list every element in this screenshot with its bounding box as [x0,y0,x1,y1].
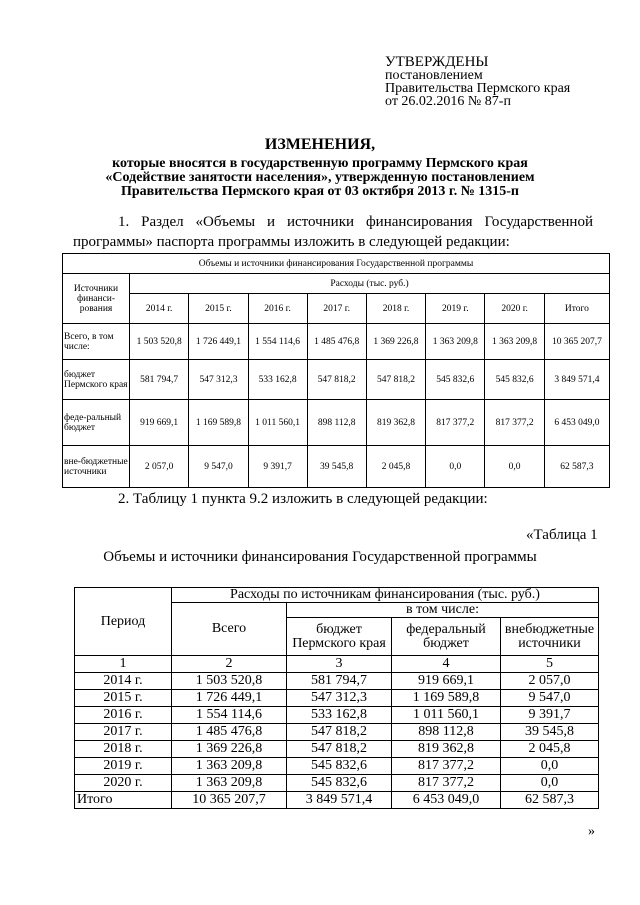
total-header: Всего [172,603,287,656]
table-cell: 0,0 [501,758,599,775]
table-cell: 919 669,1 [392,673,501,690]
table-cell: 817 377,2 [392,758,501,775]
row-label: Всего, в том числе: [63,324,130,360]
table-cell: 547 312,3 [287,690,392,707]
table-row [75,673,599,690]
period-header: Период [75,588,172,656]
row-label: феде-ральный бюджет [63,400,130,446]
table-cell: 1 485 476,8 [307,324,366,360]
table-cell: 39 545,8 [501,724,599,741]
approval-line-1: УТВЕРЖДЕНЫ [385,54,489,70]
table-1-funding [74,587,599,809]
table-cell: 1 726 449,1 [172,690,287,707]
table-cell: 1 485 476,8 [172,724,287,741]
extrabudget-header: внебюджетные источники [501,618,599,656]
table-cell: 2 057,0 [130,446,189,488]
table-number: «Таблица 1 [526,527,598,543]
regional-budget-header: бюджет Пермского края [287,618,392,656]
period-cell: 2019 г. [75,758,172,775]
table-cell: 581 794,7 [287,673,392,690]
column-number: 5 [501,656,599,673]
year-header: 2016 г. [248,294,307,324]
table-cell: 2 045,8 [501,741,599,758]
year-header: 2018 г. [366,294,425,324]
table-caption: Объемы и источники финансирования Государственной программы [63,254,610,274]
paragraph-1: 1. Раздел «Объемы и источники финансирования Государственной программы» паспорта программы изложить в следующей редакции: [73,214,593,250]
year-header: Итого [544,294,609,324]
table-row [75,775,599,792]
table-cell: 2 045,8 [366,446,425,488]
passport-funding-table [62,253,610,488]
table-cell: 581 794,7 [130,360,189,400]
table-cell: 1 726 449,1 [189,324,248,360]
table-cell: 533 162,8 [248,360,307,400]
table-cell: 819 362,8 [392,741,501,758]
table-cell: 1 169 589,8 [189,400,248,446]
table-cell: 1 169 589,8 [392,690,501,707]
table-cell: 1 011 560,1 [392,707,501,724]
federal-budget-header: федеральный бюджет [392,618,501,656]
table-cell: 3 849 571,4 [544,360,609,400]
table-cell: 1 363 209,8 [485,324,544,360]
approval-line-3: Правительства Пермского края [385,81,571,96]
table-cell: 2 057,0 [501,673,599,690]
table-row [63,400,610,446]
table-cell: 545 832,6 [287,758,392,775]
table-cell: 547 818,2 [287,741,392,758]
table-cell: 10 365 207,7 [544,324,609,360]
year-header: 2017 г. [307,294,366,324]
period-cell: 2018 г. [75,741,172,758]
table-row [75,741,599,758]
period-cell: 2020 г. [75,775,172,792]
column-number: 3 [287,656,392,673]
paragraph-2: 2. Таблицу 1 пункта 9.2 изложить в следующей редакции: [118,491,488,507]
table-cell: 547 312,3 [189,360,248,400]
table-cell: 0,0 [485,446,544,488]
table-cell: 0,0 [426,446,485,488]
year-header: 2015 г. [189,294,248,324]
table-cell: 0,0 [501,775,599,792]
table-cell: 1 363 209,8 [172,775,287,792]
expenses-by-source-header: Расходы по источникам финансирования (тыс. руб.) [172,588,599,603]
table-cell: 1 554 114,6 [248,324,307,360]
period-cell: 2016 г. [75,707,172,724]
table-cell: 898 112,8 [392,724,501,741]
column-number: 1 [75,656,172,673]
table-cell: 1 011 560,1 [248,400,307,446]
table-row [75,792,599,809]
period-cell: Итого [75,792,172,809]
table-cell: 817 377,2 [485,400,544,446]
row-label: вне-бюджетные источники [63,446,130,488]
table-cell: 545 832,6 [485,360,544,400]
subtitle-line-3: Правительства Пермского края от 03 октября 2013 г. № 1315-п [120,184,519,199]
year-header: 2014 г. [130,294,189,324]
table-cell: 1 369 226,8 [366,324,425,360]
table-cell: 6 453 049,0 [544,400,609,446]
table-cell: 62 587,3 [544,446,609,488]
table-cell: 9 391,7 [501,707,599,724]
table-cell: 9 547,0 [189,446,248,488]
table-cell: 919 669,1 [130,400,189,446]
table-cell: 533 162,8 [287,707,392,724]
column-number: 2 [172,656,287,673]
year-header: 2019 г. [426,294,485,324]
table-row [75,707,599,724]
table-cell: 817 377,2 [392,775,501,792]
table-cell: 9 391,7 [248,446,307,488]
period-cell: 2017 г. [75,724,172,741]
document-subtitle [90,157,550,199]
table-cell: 62 587,3 [501,792,599,809]
table-cell: 1 369 226,8 [172,741,287,758]
table-cell: 1 503 520,8 [172,673,287,690]
including-header: в том числе: [287,603,599,618]
document-title: ИЗМЕНЕНИЯ, [264,136,376,153]
sources-header: Источники финанси-рования [63,274,130,324]
table-row [63,324,610,360]
approval-stamp [385,56,570,108]
table-cell: 1 363 209,8 [426,324,485,360]
table-cell: 545 832,6 [287,775,392,792]
row-label: бюджет Пермского края [63,360,130,400]
approval-line-4: от 26.02.2016 № 87-п [385,94,511,109]
column-number: 4 [392,656,501,673]
table-cell: 819 362,8 [366,400,425,446]
table-cell: 547 818,2 [287,724,392,741]
table-cell: 545 832,6 [426,360,485,400]
closing-quote: » [588,824,595,839]
table-cell: 1 554 114,6 [172,707,287,724]
table-cell: 1 503 520,8 [130,324,189,360]
table-row [75,724,599,741]
subtitle-line-2: «Содействие занятости населения», утвержденную постановлением [105,170,535,185]
table-cell: 10 365 207,7 [172,792,287,809]
table-title: Объемы и источники финансирования Государственной программы [103,549,537,565]
table-cell: 817 377,2 [426,400,485,446]
table-cell: 898 112,8 [307,400,366,446]
table-cell: 3 849 571,4 [287,792,392,809]
table-cell: 1 363 209,8 [172,758,287,775]
table-cell: 547 818,2 [366,360,425,400]
subtitle-line-1: которые вносятся в государственную программу Пермского края [112,156,528,171]
expenses-header: Расходы (тыс. руб.) [130,274,610,294]
table-cell: 6 453 049,0 [392,792,501,809]
approval-line-2: постановлением [385,68,483,83]
period-cell: 2014 г. [75,673,172,690]
table-row [75,690,599,707]
table-cell: 9 547,0 [501,690,599,707]
period-cell: 2015 г. [75,690,172,707]
table-cell: 547 818,2 [307,360,366,400]
year-header: 2020 г. [485,294,544,324]
table-cell: 39 545,8 [307,446,366,488]
table-row [63,360,610,400]
table-row [63,446,610,488]
table-row [75,758,599,775]
